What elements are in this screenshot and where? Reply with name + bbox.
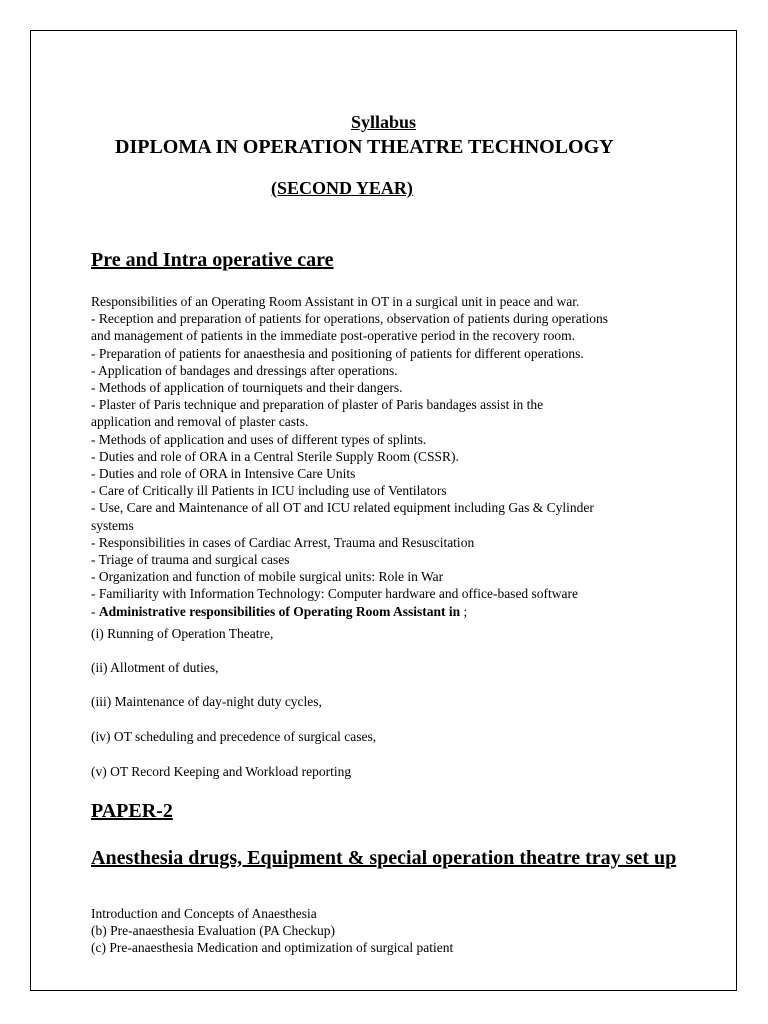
body-line: - Use, Care and Maintenance of all OT and ICU related equipment including Gas & Cylinder [91, 500, 594, 516]
admin-item: (v) OT Record Keeping and Workload reporting [91, 764, 352, 779]
body-line: - Preparation of patients for anaesthesia and positioning of patients for different operations. [91, 345, 584, 361]
body-line: - Methods of application and uses of different types of splints. [91, 431, 427, 447]
admin-item: (i) Running of Operation Theatre, [91, 626, 274, 641]
body-line: Responsibilities of an Operating Room Assistant in OT in a surgical unit in peace and war. [91, 294, 580, 309]
body-line: - Organization and function of mobile surgical units: Role in War [91, 569, 444, 585]
body-line: - Plaster of Paris technique and preparation of plaster of Paris bandages assist in the [91, 397, 544, 413]
body-line: - Methods of application of tourniquets and their dangers. [91, 380, 403, 396]
admin-prefix: - [91, 603, 99, 619]
body-line: - Responsibilities in cases of Cardiac Arrest, Trauma and Resuscitation [91, 534, 475, 550]
body-line: and management of patients in the immediate post-operative period in the recovery room. [91, 328, 575, 344]
admin-responsibilities-line [91, 603, 691, 620]
section-body-pre-intra-operative [91, 293, 691, 620]
body-line: - Triage of trauma and surgical cases [91, 552, 290, 568]
body-line: - Duties and role of ORA in Intensive Care Units [91, 466, 356, 482]
admin-heading: Administrative responsibilities of Operating Room Assistant in [98, 603, 461, 619]
body-line: - Familiarity with Information Technology: Computer hardware and office-based software [91, 586, 579, 602]
body-line: (b) Pre-anaesthesia Evaluation (PA Checkup) [91, 923, 335, 939]
body-line: - Application of bandages and dressings after operations. [91, 362, 398, 378]
body-line: - Duties and role of ORA in a Central Sterile Supply Room (CSSR). [91, 448, 459, 464]
section-heading-pre-intra-operative: Pre and Intra operative care [91, 249, 334, 271]
paper-heading: PAPER-2 [91, 800, 173, 822]
admin-item: (iii) Maintenance of day-night duty cycles, [91, 694, 322, 709]
section-heading-anesthesia: Anesthesia drugs, Equipment & special operation theatre tray set up [91, 847, 677, 869]
admin-item: (iv) OT scheduling and precedence of surgical cases, [91, 729, 377, 744]
admin-item: (ii) Allotment of duties, [91, 660, 219, 675]
admin-suffix: ; [460, 603, 468, 619]
body-line: - Care of Critically ill Patients in ICU including use of Ventilators [91, 483, 447, 499]
body-line: application and removal of plaster casts. [91, 414, 309, 430]
document-year: (SECOND YEAR) [271, 178, 413, 198]
body-line: Introduction and Concepts of Anaesthesia [91, 906, 317, 921]
body-line: systems [91, 517, 134, 533]
document-title: DIPLOMA IN OPERATION THEATRE TECHNOLOGY [115, 136, 614, 158]
body-line: (c) Pre-anaesthesia Medication and optimization of surgical patient [91, 940, 454, 956]
document-label: Syllabus [350, 112, 417, 132]
body-line: - Reception and preparation of patients for operations, observation of patients during operations [91, 311, 608, 327]
section-body-anesthesia [91, 905, 691, 957]
